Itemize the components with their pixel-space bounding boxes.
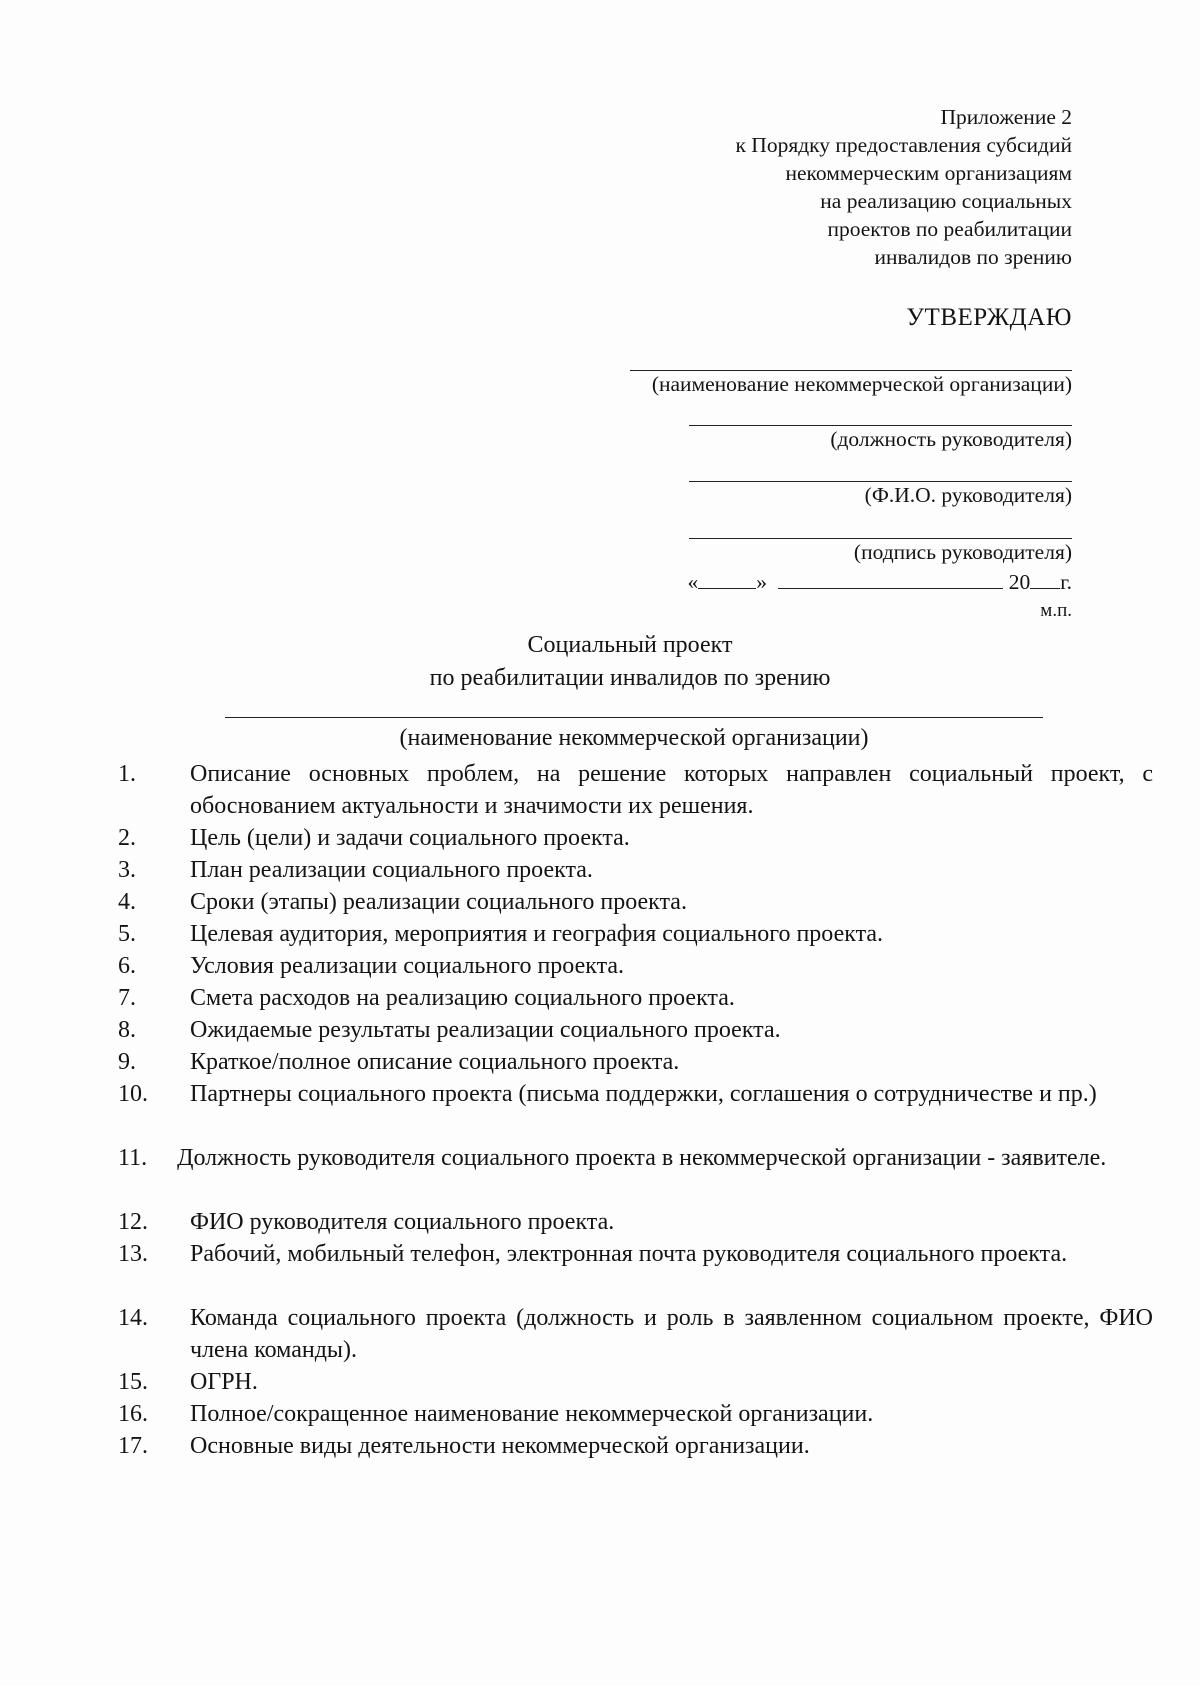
- item-number: 13.: [118, 1241, 148, 1267]
- item-number: 16.: [118, 1401, 148, 1427]
- year-prefix: 20: [1008, 570, 1031, 594]
- list-item: [118, 886, 1153, 918]
- list-item: [118, 950, 1153, 982]
- year-blank: [1030, 570, 1060, 589]
- annex-line: некоммерческим организациям: [785, 161, 1072, 185]
- item-number: 8.: [118, 1017, 136, 1043]
- field-caption: (должность руководителя): [830, 427, 1072, 451]
- signature-field-org: [630, 370, 1072, 397]
- item-text: ФИО руководителя социального проекта.: [190, 1209, 615, 1235]
- stamp-mark: м.п.: [1040, 600, 1072, 621]
- field-caption: (наименование некоммерческой организации): [651, 372, 1072, 396]
- item-number: 2.: [118, 825, 136, 851]
- item-text: Целевая аудитория, мероприятия и география социального проекта.: [190, 921, 884, 947]
- list-item: [118, 1046, 1153, 1078]
- item-number: 14.: [118, 1305, 148, 1331]
- item-number: 11.: [118, 1145, 148, 1171]
- item-text: Цель (цели) и задачи социального проекта.: [190, 825, 630, 851]
- item-text: Партнеры социального проекта (письма поддержки, соглашения о сотрудничестве и пр.): [190, 1081, 1097, 1107]
- annex-line: на реализацию социальных: [820, 189, 1072, 213]
- annex-line: к Порядку предоставления субсидий: [735, 133, 1072, 157]
- item-number: 17.: [118, 1433, 148, 1459]
- item-text: Команда социального проекта (должность и роль в заявленном социальном проекте, ФИО члена команды).: [190, 1305, 1153, 1363]
- list-item: [118, 758, 1153, 822]
- item-number: 5.: [118, 921, 136, 947]
- year-suffix: г.: [1060, 570, 1072, 594]
- list-item: [118, 1078, 1153, 1110]
- item-text: План реализации социального проекта.: [190, 857, 593, 883]
- item-text: Сроки (этапы) реализации социального проекта.: [190, 889, 687, 915]
- signature-field-position: [689, 425, 1072, 452]
- item-text: Условия реализации социального проекта.: [190, 953, 625, 979]
- field-caption: (Ф.И.О. руководителя): [864, 483, 1072, 507]
- item-text: Полное/сокращенное наименование некоммерческой организации.: [190, 1401, 874, 1427]
- annex-line: проектов по реабилитации: [827, 217, 1072, 241]
- org-name-caption: (наименование некоммерческой организации): [399, 725, 869, 751]
- item-number: 9.: [118, 1049, 136, 1075]
- item-number: 6.: [118, 953, 136, 979]
- signature-field-signature: [689, 538, 1072, 565]
- approval-date: [687, 570, 1072, 595]
- signature-field-name: [689, 481, 1072, 508]
- list-item: [118, 1238, 1153, 1270]
- item-text: Основные виды деятельности некоммерческой организации.: [190, 1433, 810, 1459]
- list-item: [118, 982, 1153, 1014]
- annex-line: инвалидов по зрению: [874, 245, 1072, 269]
- item-text: Рабочий, мобильный телефон, электронная почта руководителя социального проекта.: [190, 1241, 1068, 1267]
- item-text: Смета расходов на реализацию социального проекта.: [190, 985, 735, 1011]
- list-item: [118, 1398, 1153, 1430]
- item-number: 15.: [118, 1369, 148, 1395]
- list-item: [118, 1302, 1153, 1366]
- item-text: ОГРН.: [190, 1369, 258, 1395]
- annex-line: Приложение 2: [940, 105, 1072, 129]
- date-open-quote: «: [687, 570, 699, 594]
- approval-heading: УТВЕРЖДАЮ: [906, 304, 1072, 331]
- item-text: Должность руководителя социального проекта в некоммерческой организации - заявителе.: [177, 1145, 1107, 1171]
- list-item: [118, 1014, 1153, 1046]
- field-caption: (подпись руководителя): [853, 540, 1072, 564]
- list-item: [118, 918, 1153, 950]
- month-blank: [778, 570, 1003, 589]
- list-item: [118, 1430, 1153, 1462]
- day-blank: [698, 570, 756, 589]
- list-item: [118, 1366, 1153, 1398]
- document-title: [390, 629, 870, 695]
- item-text: Краткое/полное описание социального проекта.: [190, 1049, 680, 1075]
- annex-header: [735, 103, 1072, 271]
- item-text: Описание основных проблем, на решение которых направлен социальный проект, с обоснованием актуальности и значимости их решения.: [190, 761, 1153, 819]
- item-number: 4.: [118, 889, 136, 915]
- list-item: [118, 1206, 1153, 1238]
- item-number: 7.: [118, 985, 136, 1011]
- org-name-blank-line: [225, 717, 1043, 718]
- item-number: 1.: [118, 761, 136, 787]
- item-text: Ожидаемые результаты реализации социального проекта.: [190, 1017, 781, 1043]
- list-item: [118, 854, 1153, 886]
- item-number: 3.: [118, 857, 136, 883]
- list-item: [118, 1142, 1153, 1174]
- item-number: 10.: [118, 1081, 148, 1107]
- title-line-2: по реабилитации инвалидов по зрению: [429, 665, 831, 691]
- list-item: [118, 822, 1153, 854]
- item-number: 12.: [118, 1209, 148, 1235]
- date-close-quote: »: [756, 570, 767, 594]
- title-line-1: Социальный проект: [527, 632, 733, 658]
